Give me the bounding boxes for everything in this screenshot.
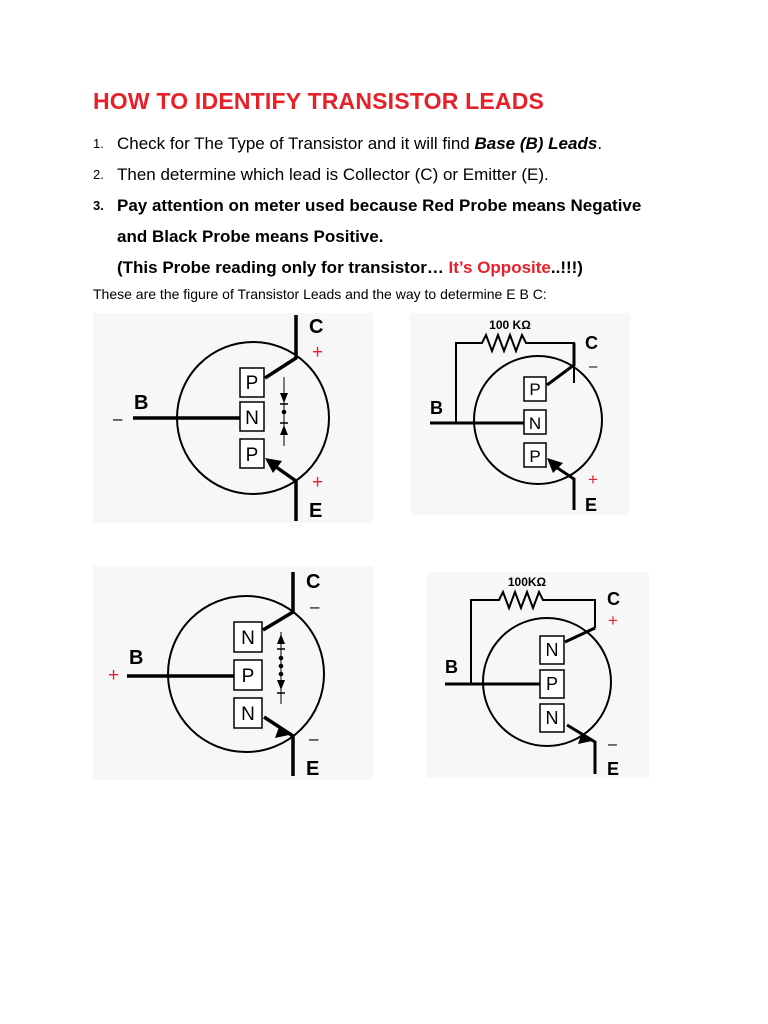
figure-pnp-resistor-test — [410, 313, 630, 515]
emitter-label: E — [309, 500, 323, 522]
resistor-label: 100KΩ — [507, 575, 547, 589]
collector-sign: + — [608, 611, 618, 630]
figure-pnp-probe-test — [93, 313, 373, 523]
layer-label-top: N — [545, 640, 559, 660]
layer-label-middle: P — [241, 666, 255, 687]
step-1 — [93, 128, 713, 159]
step-text: Then determine which lead is Collector (C) or Emitter (E). — [117, 165, 549, 184]
layer-label-middle: N — [528, 414, 542, 433]
base-label: B — [430, 398, 443, 418]
step-note-end: ..!!!) — [550, 258, 583, 277]
emitter-sign: – — [608, 736, 617, 753]
step-end: . — [597, 134, 603, 153]
emitter-sign: + — [312, 472, 324, 493]
collector-sign: – — [310, 597, 320, 616]
base-label: B — [129, 647, 144, 669]
base-label: B — [445, 657, 458, 677]
step-text-line-2: and Black Probe means Positive. — [117, 227, 384, 246]
collector-sign: + — [312, 342, 324, 363]
instruction-list — [93, 128, 713, 283]
layer-label-top: P — [245, 373, 259, 394]
collector-label: C — [585, 333, 598, 353]
emitter-sign: + — [588, 470, 598, 489]
resistor-label: 100 KΩ — [489, 318, 531, 332]
collector-label: C — [607, 589, 620, 609]
emitter-label: E — [585, 495, 598, 515]
step-number: 3. — [93, 198, 104, 213]
layer-label-top: P — [529, 380, 541, 399]
opposite-note: It’s Opposite — [448, 258, 551, 277]
step-emphasis: Base (B) Leads — [474, 134, 598, 153]
emitter-label: E — [607, 759, 620, 779]
layer-label-bottom: P — [529, 447, 541, 466]
base-label: B — [134, 392, 149, 414]
step-text-line-3 — [117, 252, 713, 283]
step-number: 1. — [93, 136, 104, 151]
figure-npn-resistor-test — [427, 572, 649, 778]
step-text: Check for The Type of Transistor and it will find — [117, 134, 475, 153]
layer-label-bottom: P — [245, 445, 259, 466]
base-sign: – — [113, 409, 123, 428]
base-sign: + — [108, 665, 120, 686]
collector-label: C — [309, 316, 324, 338]
emitter-label: E — [306, 758, 320, 780]
emitter-sign: – — [309, 729, 319, 748]
layer-label-bottom: N — [545, 708, 559, 728]
layer-label-bottom: N — [241, 704, 255, 725]
step-number: 2. — [93, 167, 104, 182]
collector-label: C — [306, 571, 321, 593]
collector-sign: – — [589, 358, 598, 375]
step-text-line-1: Pay attention on meter used because Red Probe means Negative — [117, 196, 642, 215]
step-3 — [93, 190, 713, 283]
step-2 — [93, 159, 713, 190]
step-note: (This Probe reading only for transistor… — [117, 258, 449, 277]
layer-label-top: N — [241, 628, 255, 649]
figure-caption: These are the figure of Transistor Leads and the way to determine E B C: — [93, 286, 547, 302]
layer-label-middle: P — [545, 674, 559, 694]
layer-label-middle: N — [245, 408, 259, 429]
page-title: HOW TO IDENTIFY TRANSISTOR LEADS — [93, 88, 545, 114]
figure-npn-probe-test — [93, 566, 373, 780]
